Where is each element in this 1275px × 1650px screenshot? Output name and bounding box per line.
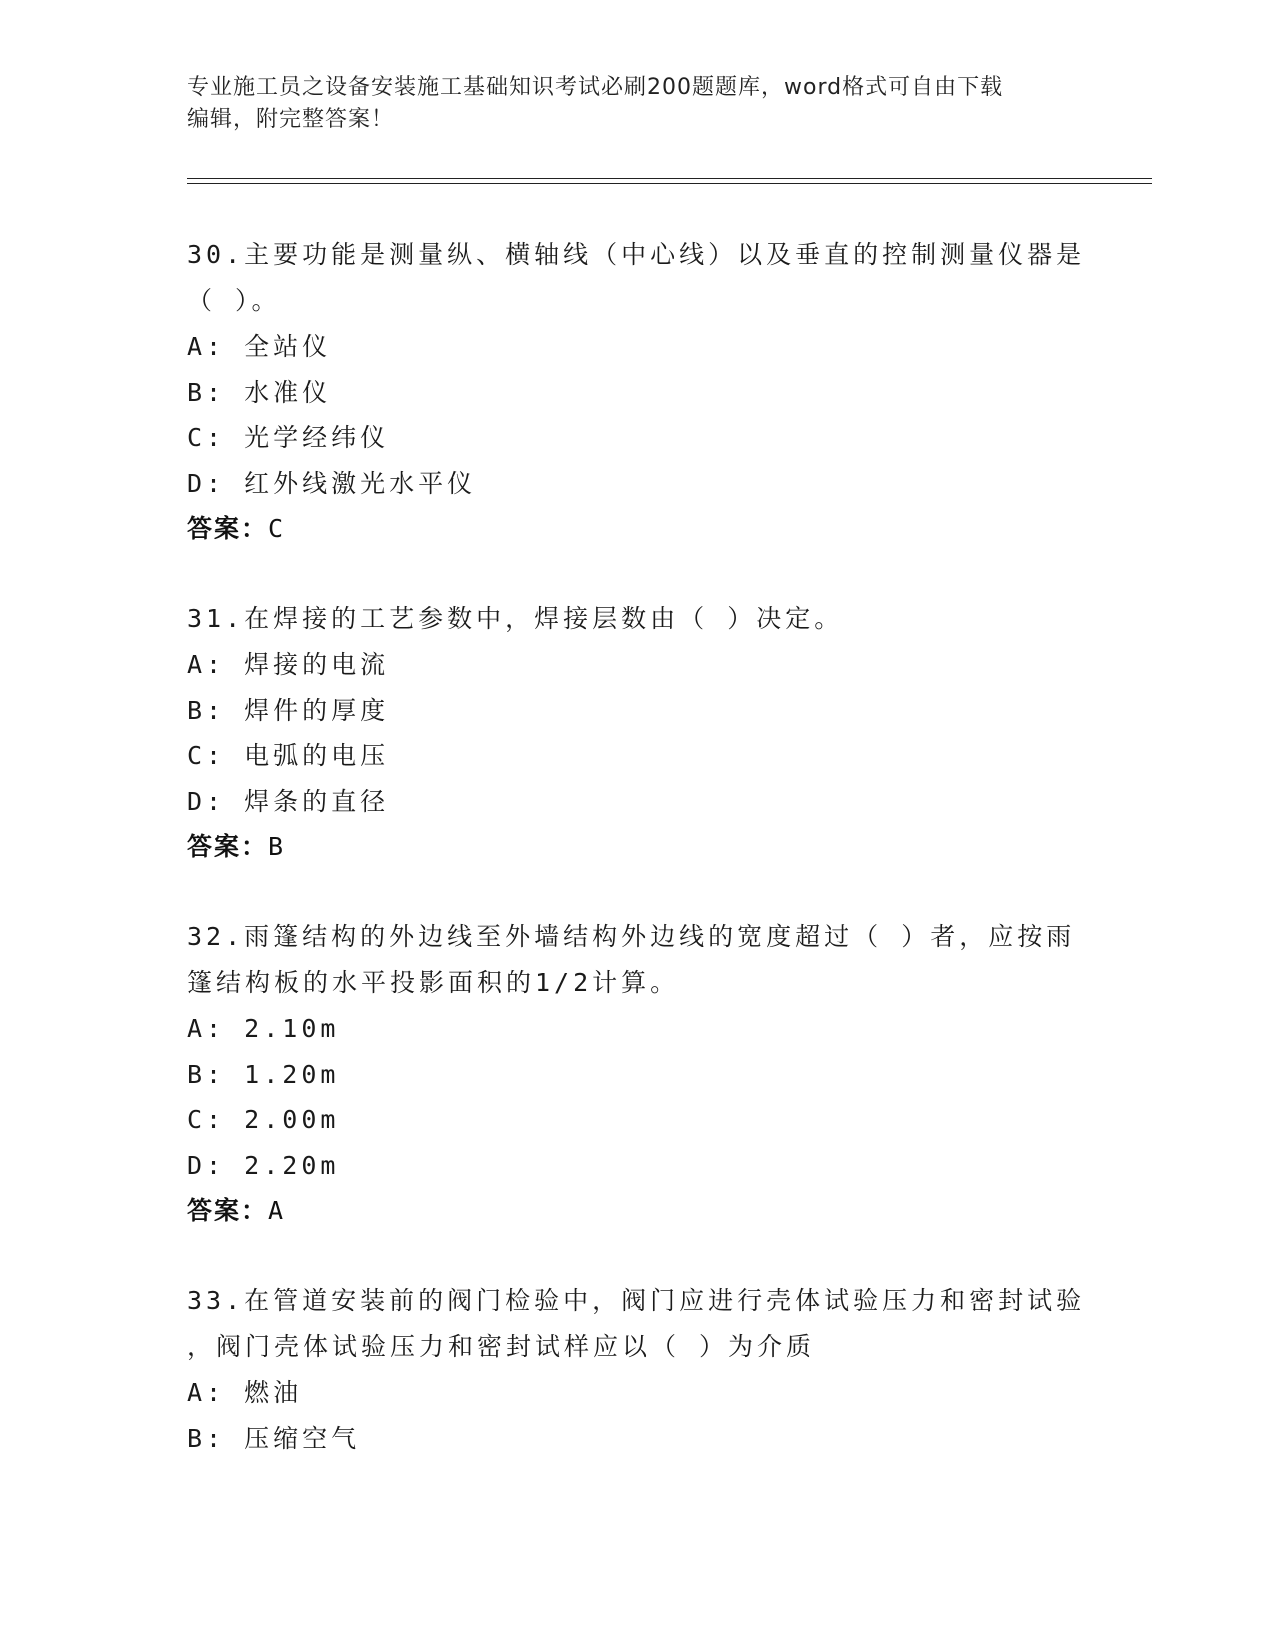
option-letter: D:: [187, 1150, 226, 1180]
question-stem-line-1: 在焊接的工艺参数中，焊接层数由（ ）决定。: [244, 604, 844, 633]
option-letter: A:: [187, 650, 226, 679]
option-letter: B:: [187, 377, 226, 407]
option-letter: C:: [187, 423, 226, 452]
option-letter: D:: [187, 786, 226, 816]
option-text: 焊件的厚度: [244, 695, 390, 725]
option-c: [187, 1097, 1087, 1143]
answer-value: C: [268, 514, 286, 543]
question-stem: [187, 914, 1087, 960]
option-a: [187, 324, 1087, 370]
option-b: [187, 370, 1087, 416]
option-b: [187, 1052, 1087, 1098]
option-text: 光学经纬仪: [244, 423, 390, 452]
question-stem-line-2: （ ）。: [187, 286, 281, 315]
option-d: [187, 779, 1087, 825]
answer-value: B: [268, 832, 286, 861]
option-d: [187, 1143, 1087, 1189]
option-text: 燃油: [244, 1378, 303, 1407]
option-a: [187, 1370, 1087, 1416]
question-number: 31.: [187, 604, 245, 633]
option-letter: C:: [187, 741, 226, 770]
option-c: [187, 733, 1087, 779]
option-text: 全站仪: [244, 332, 332, 361]
answer-label: 答案：: [187, 514, 269, 543]
option-letter: D:: [187, 468, 226, 498]
option-letter: A:: [187, 332, 226, 361]
question-stem: [187, 232, 1087, 278]
question-stem-line-1: 主要功能是测量纵、横轴线（中心线）以及垂直的控制测量仪器是: [244, 240, 1086, 269]
answer-line: [187, 1188, 1087, 1234]
option-text: 2.20m: [244, 1150, 340, 1180]
option-text: 2.10m: [244, 1014, 340, 1043]
document-header: [187, 72, 1077, 136]
header-title-line-1: 专业施工员之设备安装施工基础知识考试必刷200题题库，word格式可自由下载: [187, 75, 1004, 100]
answer-value: A: [268, 1196, 286, 1225]
option-a: [187, 1006, 1087, 1052]
header-divider-bottom: [187, 183, 1152, 184]
option-letter: B:: [187, 1423, 226, 1453]
option-letter: C:: [187, 1105, 226, 1134]
option-letter: B:: [187, 695, 226, 725]
question-number: 32.: [187, 922, 245, 951]
option-text: 红外线激光水平仪: [244, 468, 477, 498]
question-31: [187, 596, 1087, 870]
question-stem-line-2: 篷结构板的水平投影面积的1/2计算。: [187, 968, 680, 997]
question-stem-line-2: ，阀门壳体试验压力和密封试样应以（ ）为介质: [187, 1332, 816, 1361]
option-b: [187, 1416, 1087, 1462]
option-a: [187, 642, 1087, 688]
answer-line: [187, 506, 1087, 552]
question-30: [187, 232, 1087, 552]
header-title-line-2: 编辑，附完整答案！: [187, 107, 395, 132]
option-text: 电弧的电压: [244, 741, 390, 770]
answer-line: [187, 824, 1087, 870]
option-letter: A:: [187, 1378, 226, 1407]
option-text: 焊接的电流: [244, 650, 390, 679]
question-list: [187, 232, 1087, 1505]
question-number: 30.: [187, 240, 245, 269]
question-number: 33.: [187, 1286, 245, 1315]
question-stem-line-1: 在管道安装前的阀门检验中，阀门应进行壳体试验压力和密封试验: [244, 1286, 1086, 1315]
option-letter: A:: [187, 1014, 226, 1043]
option-letter: B:: [187, 1059, 226, 1089]
option-b: [187, 688, 1087, 734]
question-stem-line-1: 雨篷结构的外边线至外墙结构外边线的宽度超过（ ）者，应按雨: [244, 922, 1076, 951]
question-33: [187, 1278, 1087, 1461]
question-stem: [187, 1278, 1087, 1324]
question-32: [187, 914, 1087, 1234]
option-d: [187, 461, 1087, 507]
option-text: 1.20m: [244, 1059, 340, 1089]
answer-label: 答案：: [187, 1196, 269, 1225]
answer-label: 答案：: [187, 832, 269, 861]
option-text: 2.00m: [244, 1105, 340, 1134]
option-text: 水准仪: [244, 377, 332, 407]
header-divider-top: [187, 178, 1152, 179]
option-text: 压缩空气: [244, 1423, 361, 1453]
option-c: [187, 415, 1087, 461]
option-text: 焊条的直径: [244, 786, 390, 816]
question-stem: [187, 596, 1087, 642]
